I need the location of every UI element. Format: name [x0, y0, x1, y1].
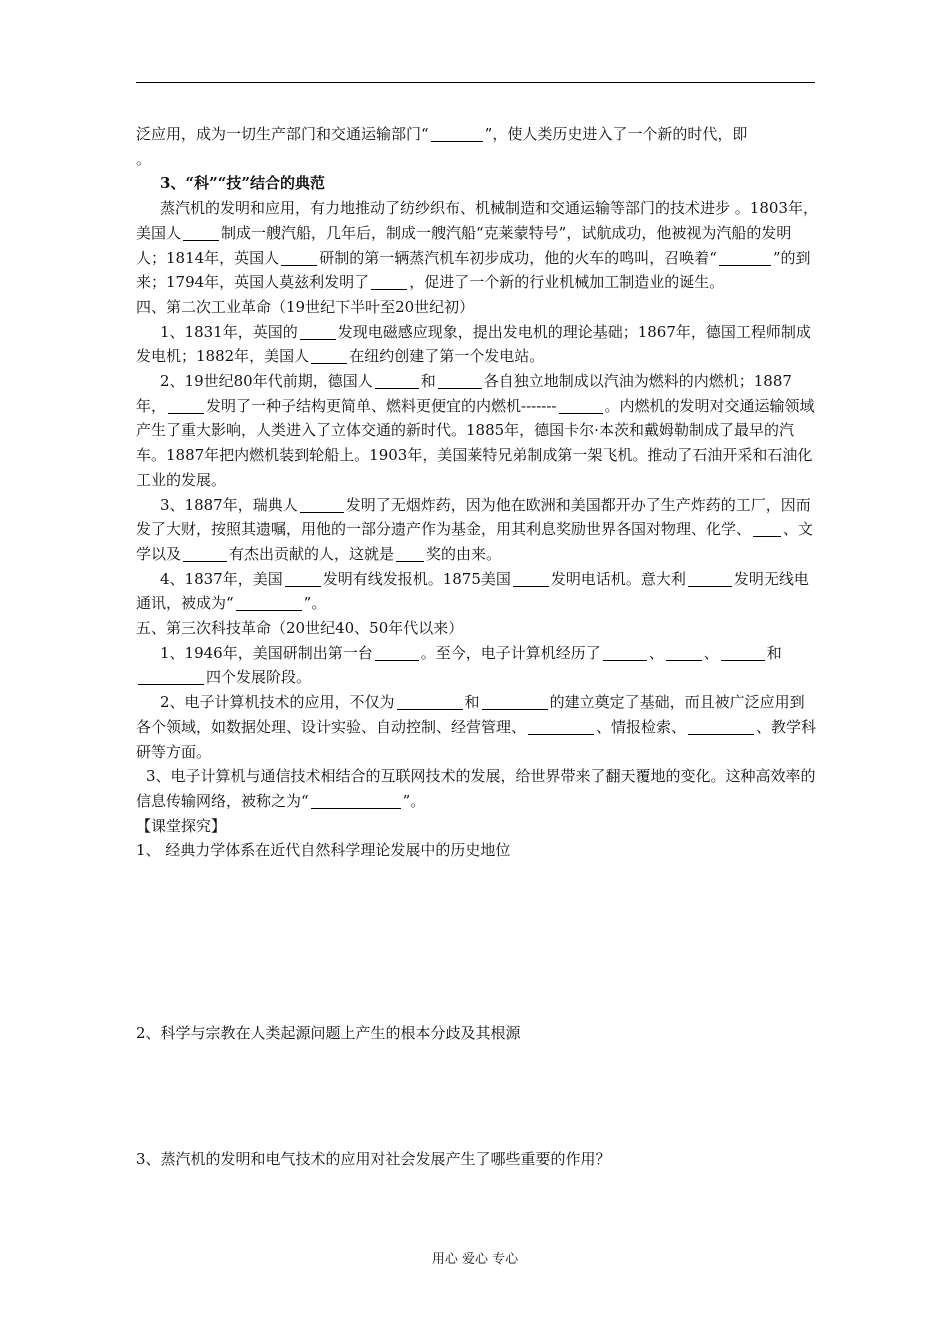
- fill-blank[interactable]: [482, 693, 548, 710]
- paragraph: [136, 764, 819, 813]
- fill-blank[interactable]: [168, 397, 204, 414]
- fill-blank[interactable]: [513, 570, 549, 587]
- header-rule: [136, 82, 815, 83]
- text: 发明无线电通讯，被成为“: [136, 569, 809, 613]
- question-1: 1、 经典力学体系在近代自然科学理论发展中的历史地位: [136, 841, 511, 860]
- text: 发现电磁感应现象，提出发电机的理论基础；1867年，德国工程师制成发电机；1882年，美国人: [136, 322, 811, 366]
- fill-blank[interactable]: [438, 372, 482, 389]
- fill-blank[interactable]: [183, 224, 219, 241]
- section-heading: 3、“科”“技”结合的典范: [160, 174, 325, 193]
- fill-blank[interactable]: [603, 644, 647, 661]
- fill-blank[interactable]: [300, 323, 336, 340]
- fill-blank[interactable]: [311, 792, 401, 809]
- text: 发明有线发报机。1875美国: [322, 569, 511, 588]
- paragraph: [136, 122, 819, 147]
- page-footer: 用心 爱心 专心: [431, 1252, 519, 1267]
- fill-blank[interactable]: [719, 249, 771, 266]
- fill-blank[interactable]: [666, 644, 702, 661]
- text: 、情报检索、: [596, 717, 687, 736]
- fill-blank[interactable]: [375, 644, 419, 661]
- section-heading: 五、第三次科技革命（20世纪40、50年代以来）: [136, 619, 464, 638]
- text: 2、电子计算机技术的应用，不仅为: [160, 693, 395, 712]
- question-3: 3、蒸汽机的发明和电气技术的应用对社会发展产生了哪些重要的作用？: [136, 1150, 611, 1168]
- text: 1、1946年，美国研制出第一台: [160, 643, 373, 662]
- paragraph: [136, 147, 819, 172]
- text: 发明电话机。意大利: [550, 569, 686, 588]
- text: 和: [766, 643, 782, 662]
- fill-blank[interactable]: [281, 249, 317, 266]
- paragraph: [136, 196, 819, 295]
- text: 、文学以及: [136, 520, 814, 563]
- fill-blank[interactable]: [183, 545, 227, 562]
- text: 的建立奠定了基础，而且被广泛应用到各个领域，如数据处理、设计实验、自动控制、经营管理、: [136, 693, 805, 736]
- paragraph: [136, 690, 819, 764]
- fill-blank[interactable]: [431, 125, 483, 142]
- text: 制成一艘汽船，几年后，制成一艘汽船“克莱蒙特号”，试航成功，他被视为汽船的发明人；1814年，英国人: [136, 223, 792, 267]
- text: ，促进了一个新的行业机械加工制造业的诞生。: [409, 273, 725, 292]
- document-body: [136, 122, 819, 863]
- paragraph: [136, 369, 819, 493]
- text: 3、1887年，瑞典人: [160, 495, 298, 514]
- text: 、: [703, 643, 719, 662]
- fill-blank[interactable]: [285, 570, 321, 587]
- text: 四个发展阶段。: [206, 668, 312, 687]
- question-2: 2、科学与宗教在人类起源问题上产生的根本分歧及其根源: [136, 1024, 521, 1042]
- text: 在纽约创建了第一个发电站。: [349, 347, 545, 366]
- text: ”。: [402, 791, 426, 810]
- fill-blank[interactable]: [688, 718, 754, 735]
- text: 和: [420, 372, 436, 391]
- fill-blank[interactable]: [396, 545, 424, 562]
- text: 。至今，电子计算机经历了: [420, 643, 601, 662]
- fill-blank[interactable]: [753, 520, 781, 537]
- text: ”。: [303, 594, 327, 613]
- paragraph: [136, 493, 819, 567]
- text: ”的到来；1794年，英国人莫兹利发明了: [136, 248, 811, 292]
- fill-blank[interactable]: [236, 594, 302, 611]
- text: 、教学科研等方面。: [136, 717, 817, 761]
- fill-blank[interactable]: [371, 273, 407, 290]
- fill-blank[interactable]: [559, 397, 603, 414]
- text: 发明了无烟炸药，因为他在欧洲和美国都开办了生产炸药的工厂，因而发了大财，按照其遗嘱，用他的一部分遗产作为基金，用其利息奖励世界各国对物理、化学、: [136, 495, 811, 539]
- text: 3、电子计算机与通信技术相结合的互联网技术的发展，给世界带来了翻天覆地的变化。这种高效率的信息传输网络，被称之为“: [136, 767, 816, 810]
- text: 4、1837年，美国: [160, 569, 283, 588]
- text: ”，使人类历史进入了一个新的时代，即: [484, 125, 748, 143]
- text: 和: [464, 693, 480, 712]
- paragraph: [136, 320, 819, 369]
- text: 发明了一种子结构更简单、燃料更便宜的内燃机-------: [206, 396, 557, 415]
- text: 。内燃机的发明对交通运输领域产生了重大影响，人类进入了立体交通的新时代。1885年，德国卡尔·本茨和戴姆勒制成了最早的汽车。1887年把内燃机装到轮船上。1903年，美国莱特兄弟制成第一架飞机。推动了石油开采和石油化工业的发展。: [136, 396, 815, 489]
- section-heading: 四、第二次工业革命（19世纪下半叶至20世纪初）: [136, 297, 475, 316]
- text: 。: [136, 149, 152, 168]
- fill-blank[interactable]: [528, 718, 594, 735]
- fill-blank[interactable]: [721, 644, 765, 661]
- paragraph: [136, 641, 819, 690]
- text: 蒸汽机的发明和应用，有力地推动了纺纱织布、机械制造和交通运输等部门的技术进步 。1803年，美国人: [136, 199, 818, 242]
- text: 研制的第一辆蒸汽机车初步成功，他的火车的鸣叫，召唤着“: [319, 248, 717, 267]
- text: 1、1831年，英国的: [160, 322, 298, 341]
- explore-heading: 【课堂探究】: [136, 816, 227, 835]
- text: 2、19世纪80年代前期，德国人: [160, 372, 373, 391]
- text: 各自独立地制成以汽油为燃料的内燃机；1887年，: [136, 372, 792, 415]
- fill-blank[interactable]: [688, 570, 732, 587]
- fill-blank[interactable]: [311, 347, 347, 364]
- fill-blank[interactable]: [138, 668, 204, 685]
- text: 奖的由来。: [426, 544, 502, 563]
- paragraph: [136, 567, 819, 616]
- fill-blank[interactable]: [300, 496, 344, 513]
- fill-blank[interactable]: [375, 372, 419, 389]
- text: 、: [648, 643, 664, 662]
- text: 有杰出贡献的人，这就是: [229, 544, 395, 563]
- fill-blank[interactable]: [397, 693, 463, 710]
- text: 泛应用，成为一切生产部门和交通运输部门“: [136, 125, 429, 143]
